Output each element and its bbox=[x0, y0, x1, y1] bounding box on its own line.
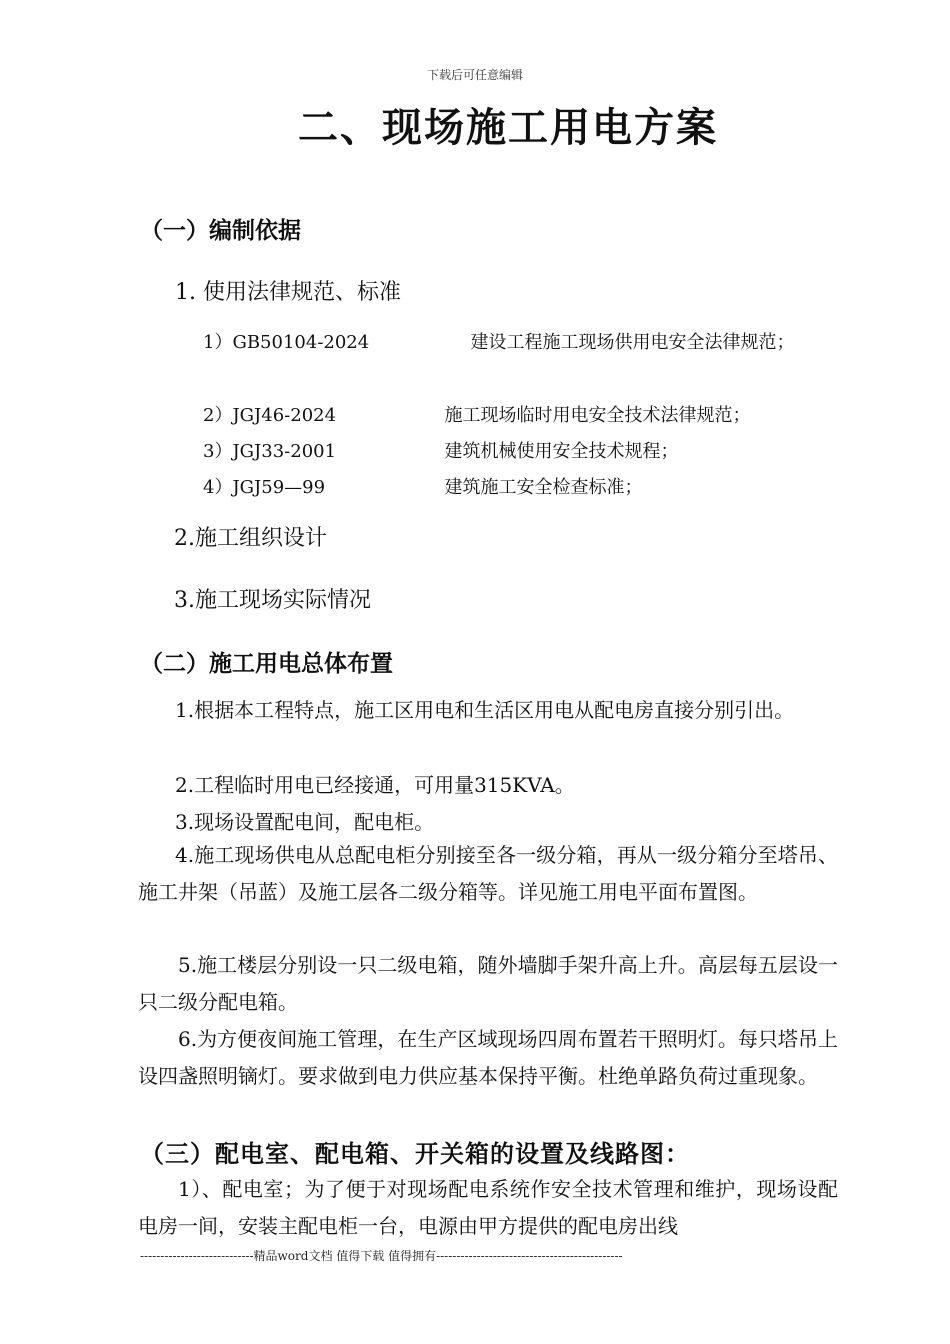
law-number: 4） bbox=[203, 477, 233, 498]
footer-note: ----------------------------精品word文档 值得下载 值得拥有---------------------------------------------- bbox=[140, 1249, 623, 1263]
paragraph: 4.施工现场供电从总配电柜分别接至各一级分箱，再从一级分箱分至塔吊、施工井架（吊蓝）及施工层各二级分箱等。详见施工用电平面布置图。 bbox=[138, 843, 838, 904]
law-row bbox=[203, 437, 678, 463]
law-code: JGJ46-2024 bbox=[232, 405, 337, 426]
law-name: 施工现场临时用电安全技术法律规范； bbox=[444, 405, 751, 426]
paragraph: 6.为方便夜间施工管理，在生产区域现场四周布置若干照明灯。每只塔吊上设四盏照明镝灯。要求做到电力供应基本保持平衡。杜绝单路负荷过重现象。 bbox=[138, 1027, 838, 1088]
law-code: GB50104-2024 bbox=[232, 332, 370, 353]
paragraph: 3.现场设置配电间，配电柜。 bbox=[175, 810, 435, 834]
paragraph: 5.施工楼层分别设一只二级电箱，随外墙脚手架升高上升。高层每五层设一只二级分配电箱。 bbox=[138, 953, 838, 1014]
law-row bbox=[203, 473, 642, 499]
law-number: 2） bbox=[203, 405, 233, 426]
paragraph: 2.工程临时用电已经接通，可用量315KVA。 bbox=[175, 773, 575, 797]
law-code: JGJ59—99 bbox=[232, 477, 326, 498]
header-note: 下载后可任意编辑 bbox=[426, 68, 523, 82]
basis-item-laws: 1. 使用法律规范、标准 bbox=[175, 280, 401, 305]
basis-item-design: 2.施工组织设计 bbox=[174, 526, 327, 551]
law-row bbox=[203, 401, 750, 427]
section-heading-layout: （二）施工用电总体布置 bbox=[140, 650, 393, 677]
law-code: JGJ33-2001 bbox=[232, 441, 337, 462]
law-name: 建筑施工安全检查标准； bbox=[444, 477, 643, 498]
law-number: 3） bbox=[203, 441, 233, 462]
law-number: 1） bbox=[203, 332, 233, 353]
basis-item-site: 3.施工现场实际情况 bbox=[174, 588, 371, 613]
paragraph: 1）、配电室；为了便于对现场配电系统作安全技术管理和维护，现场设配电房一间，安装主配电柜一台，电源由甲方提供的配电房出线 bbox=[138, 1177, 838, 1238]
law-name: 建设工程施工现场供用电安全法律规范； bbox=[470, 332, 795, 353]
page-title: 二、现场施工用电方案 bbox=[298, 104, 718, 151]
section-heading-basis: （一）编制依据 bbox=[140, 217, 301, 244]
section-heading-distribution: （三）配电室、配电箱、开关箱的设置及线路图： bbox=[140, 1139, 690, 1168]
law-name: 建筑机械使用安全技术规程； bbox=[444, 441, 679, 462]
paragraph: 1.根据本工程特点，施工区用电和生活区用电从配电房直接分别引出。 bbox=[175, 698, 795, 722]
law-row bbox=[203, 328, 794, 354]
